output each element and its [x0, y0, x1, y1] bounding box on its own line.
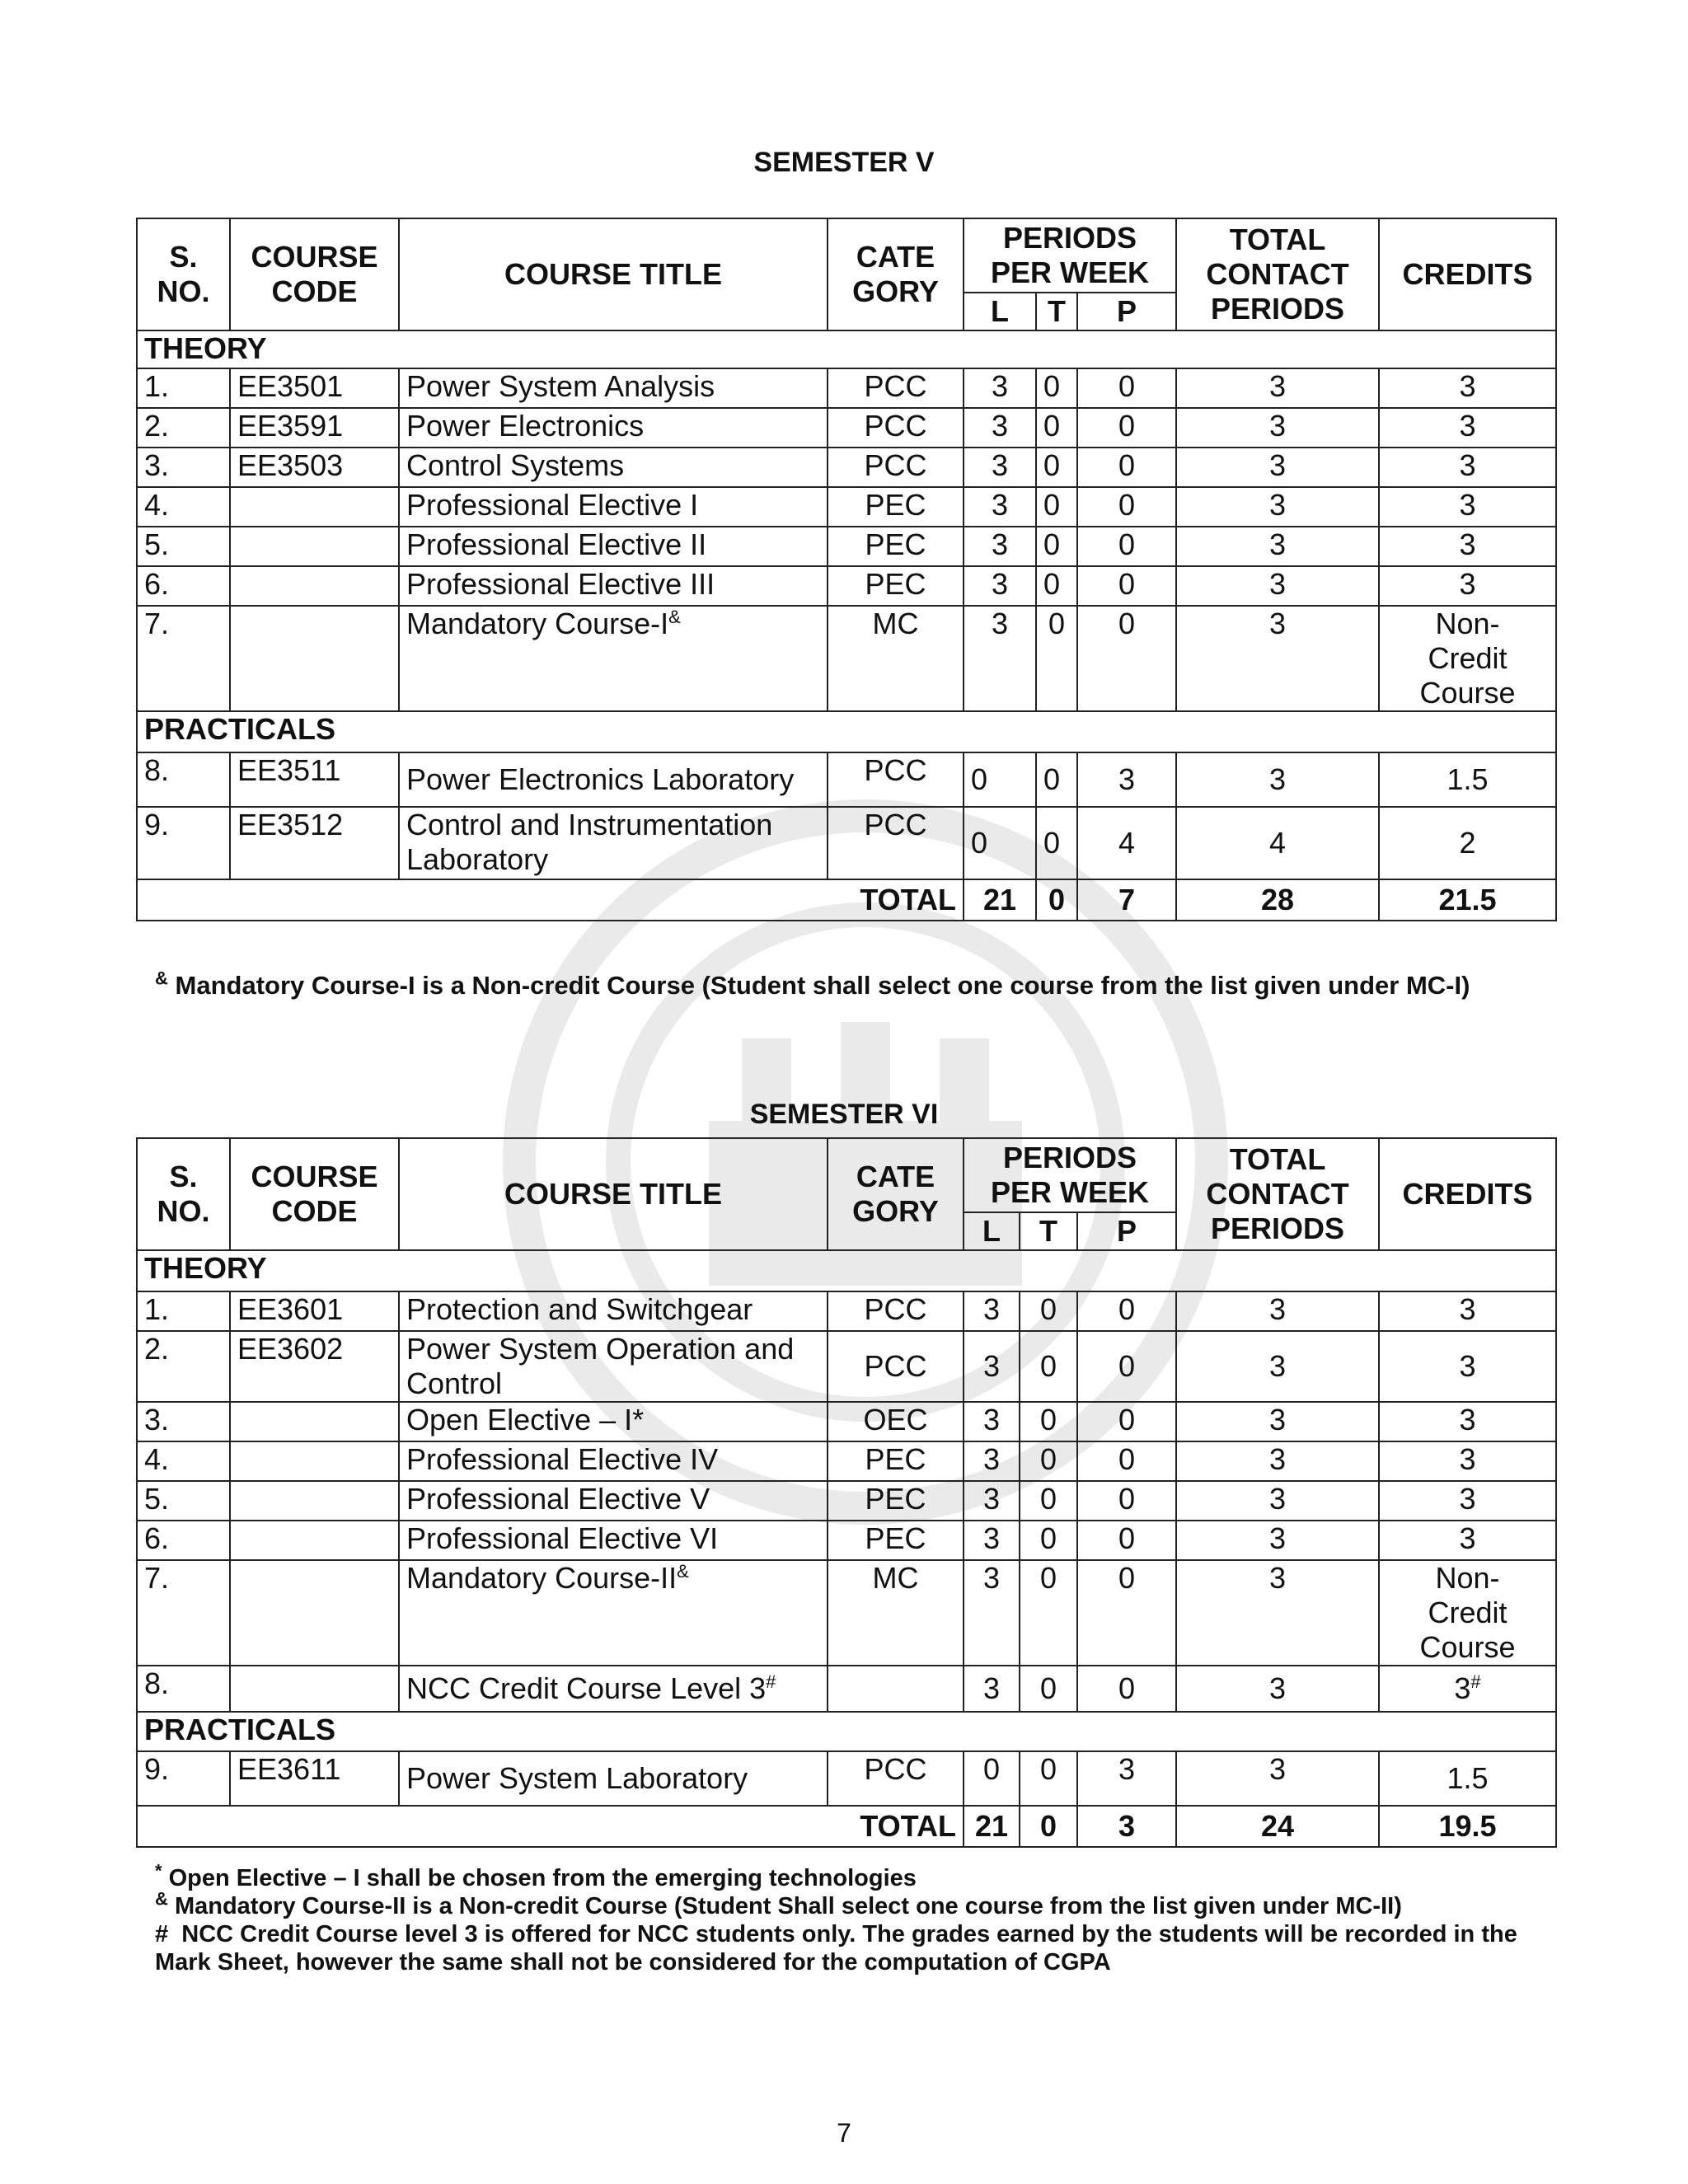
course-code-cell	[230, 1666, 399, 1712]
sno-cell: 7.	[137, 1560, 230, 1666]
total-row	[137, 879, 1556, 921]
course-code-cell	[230, 487, 399, 527]
course-code-cell: EE3501	[230, 368, 399, 408]
practical-header: P	[1077, 293, 1176, 330]
total-lecture-cell: 21	[964, 879, 1036, 921]
category-header: CATE GORY	[828, 1138, 964, 1250]
lecture-cell: 3	[964, 566, 1036, 606]
course-code-cell: EE3602	[230, 1331, 399, 1402]
practical-cell: 0	[1077, 408, 1176, 448]
course-title-cell: Professional Elective III	[399, 566, 828, 606]
practical-cell: 0	[1077, 606, 1176, 711]
tutorial-cell: 0	[1020, 1560, 1077, 1666]
page-number: 7	[837, 2118, 851, 2148]
credits-header: CREDITS	[1379, 1138, 1556, 1250]
credits-cell: 3	[1379, 566, 1556, 606]
category-cell: PEC	[828, 1441, 964, 1481]
sno-cell: 3.	[137, 1402, 230, 1441]
practical-cell: 0	[1077, 1291, 1176, 1331]
total-periods-cell: 3	[1176, 1481, 1379, 1521]
table-row	[137, 1481, 1556, 1521]
lecture-cell: 3	[964, 1666, 1020, 1712]
tutorial-cell: 0	[1036, 807, 1077, 879]
course-title-header: COURSE TITLE	[399, 218, 828, 330]
table-row	[137, 1402, 1556, 1441]
practical-cell: 3	[1077, 752, 1176, 807]
category-cell: PCC	[828, 1331, 964, 1402]
lecture-cell: 0	[964, 807, 1036, 879]
sno-header: S. NO.	[137, 218, 230, 330]
total-periods-cell: 3	[1176, 448, 1379, 487]
section-label: PRACTICALS	[137, 711, 1556, 752]
course-title-cell: Professional Elective VI	[399, 1521, 828, 1560]
course-code-cell	[230, 1560, 399, 1666]
sno-cell: 7.	[137, 606, 230, 711]
total-periods-cell: 3	[1176, 487, 1379, 527]
sno-cell: 5.	[137, 1481, 230, 1521]
section-row-theory	[137, 1250, 1556, 1291]
credits-cell: 3#	[1379, 1666, 1556, 1712]
table-row	[137, 408, 1556, 448]
total-credits-cell: 21.5	[1379, 879, 1556, 921]
category-cell: PCC	[828, 408, 964, 448]
table-row	[137, 807, 1556, 879]
lecture-cell: 3	[964, 448, 1036, 487]
course-code-header: COURSE CODE	[230, 218, 399, 330]
course-code-cell	[230, 527, 399, 566]
sno-cell: 2.	[137, 408, 230, 448]
category-cell: PEC	[828, 1481, 964, 1521]
lecture-cell: 3	[964, 1441, 1020, 1481]
course-title-cell: Professional Elective V	[399, 1481, 828, 1521]
tutorial-cell: 0	[1020, 1331, 1077, 1402]
tutorial-cell: 0	[1036, 566, 1077, 606]
course-title-cell: Open Elective – I*	[399, 1402, 828, 1441]
category-cell	[828, 1666, 964, 1712]
credits-cell: 3	[1379, 527, 1556, 566]
course-title-cell: Professional Elective I	[399, 487, 828, 527]
tutorial-header: T	[1036, 293, 1077, 330]
table-row	[137, 1666, 1556, 1712]
sno-cell: 1.	[137, 368, 230, 408]
total-periods-cell: 3	[1176, 1666, 1379, 1712]
total-periods-cell: 3	[1176, 566, 1379, 606]
table-header-row	[137, 218, 1556, 293]
practical-cell: 0	[1077, 448, 1176, 487]
sno-cell: 3.	[137, 448, 230, 487]
course-title-cell: Power System Laboratory	[399, 1751, 828, 1806]
section-row-practicals	[137, 711, 1556, 752]
practical-header: P	[1077, 1212, 1176, 1250]
total-periods-cell: 3	[1176, 1331, 1379, 1402]
total-contact-periods-header: TOTAL CONTACT PERIODS	[1176, 218, 1379, 330]
total-periods-cell: 24	[1176, 1806, 1379, 1847]
periods-per-week-header: PERIODS PER WEEK	[964, 218, 1176, 293]
table-row	[137, 1331, 1556, 1402]
tutorial-cell: 0	[1020, 1751, 1077, 1806]
category-cell: PEC	[828, 1521, 964, 1560]
section-row-practicals	[137, 1712, 1556, 1751]
tutorial-cell: 0	[1020, 1481, 1077, 1521]
course-code-cell	[230, 1441, 399, 1481]
periods-per-week-header: PERIODS PER WEEK	[964, 1138, 1176, 1212]
category-cell: MC	[828, 1560, 964, 1666]
credits-header: CREDITS	[1379, 218, 1556, 330]
lecture-cell: 3	[964, 487, 1036, 527]
semester-6-footnote-ncc: # NCC Credit Course level 3 is offered for NCC students only. The grades earned by the students will be recorded in the Mark Sheet, however the same shall not be considered for the computation of CGPA	[155, 1921, 1517, 1975]
course-title-cell: Mandatory Course-II&	[399, 1560, 828, 1666]
total-periods-cell: 3	[1176, 1521, 1379, 1560]
sno-header: S. NO.	[137, 1138, 230, 1250]
semester-5-course-table	[136, 218, 1557, 921]
category-cell: PCC	[828, 368, 964, 408]
tutorial-header: T	[1020, 1212, 1077, 1250]
semester-6-title: SEMESTER VI	[749, 1099, 939, 1130]
total-periods-cell: 3	[1176, 1402, 1379, 1441]
credits-cell: 3	[1379, 1402, 1556, 1441]
credits-cell: 1.5	[1379, 1751, 1556, 1806]
total-tutorial-cell: 0	[1020, 1806, 1077, 1847]
table-row	[137, 368, 1556, 408]
sno-cell: 2.	[137, 1331, 230, 1402]
practical-cell: 0	[1077, 1481, 1176, 1521]
category-cell: PCC	[828, 807, 964, 879]
course-code-cell: EE3512	[230, 807, 399, 879]
semester-5-title: SEMESTER V	[753, 147, 935, 178]
credits-cell: 3	[1379, 487, 1556, 527]
category-header: CATE GORY	[828, 218, 964, 330]
tutorial-cell: 0	[1036, 487, 1077, 527]
table-row	[137, 1441, 1556, 1481]
sno-cell: 9.	[137, 1751, 230, 1806]
sno-cell: 8.	[137, 1666, 230, 1712]
practical-cell: 0	[1077, 1521, 1176, 1560]
tutorial-cell: 0	[1020, 1441, 1077, 1481]
total-periods-cell: 3	[1176, 368, 1379, 408]
table-row	[137, 606, 1556, 711]
table-row	[137, 1291, 1556, 1331]
course-title-cell: Mandatory Course-I&	[399, 606, 828, 711]
tutorial-cell: 0	[1036, 408, 1077, 448]
course-code-cell	[230, 566, 399, 606]
practical-cell: 0	[1077, 1441, 1176, 1481]
credits-cell: 3	[1379, 1441, 1556, 1481]
lecture-cell: 3	[964, 1560, 1020, 1666]
total-periods-cell: 4	[1176, 807, 1379, 879]
total-periods-cell: 3	[1176, 606, 1379, 711]
tutorial-cell: 0	[1036, 448, 1077, 487]
semester-6-course-table	[136, 1137, 1557, 1848]
tutorial-cell: 0	[1036, 368, 1077, 408]
course-code-cell	[230, 1481, 399, 1521]
table-row	[137, 1560, 1556, 1666]
course-title-header: COURSE TITLE	[399, 1138, 828, 1250]
total-contact-periods-header: TOTAL CONTACT PERIODS	[1176, 1138, 1379, 1250]
lecture-cell: 3	[964, 368, 1036, 408]
course-title-cell: NCC Credit Course Level 3#	[399, 1666, 828, 1712]
tutorial-cell: 0	[1036, 606, 1077, 711]
lecture-cell: 3	[964, 1521, 1020, 1560]
practical-cell: 4	[1077, 807, 1176, 879]
total-periods-cell: 3	[1176, 1441, 1379, 1481]
table-row	[137, 566, 1556, 606]
course-code-cell: EE3601	[230, 1291, 399, 1331]
practical-cell: 0	[1077, 1666, 1176, 1712]
tutorial-cell: 0	[1020, 1666, 1077, 1712]
lecture-header: L	[964, 1212, 1020, 1250]
total-periods-cell: 3	[1176, 527, 1379, 566]
tutorial-cell: 0	[1036, 527, 1077, 566]
credits-cell: Non- Credit Course	[1379, 606, 1556, 711]
sno-cell: 8.	[137, 752, 230, 807]
total-periods-cell: 3	[1176, 408, 1379, 448]
sno-cell: 1.	[137, 1291, 230, 1331]
course-title-cell: Control and Instrumentation Laboratory	[399, 807, 828, 879]
practical-cell: 0	[1077, 566, 1176, 606]
category-cell: PEC	[828, 487, 964, 527]
table-row	[137, 487, 1556, 527]
course-code-cell: EE3591	[230, 408, 399, 448]
practical-cell: 0	[1077, 1331, 1176, 1402]
total-periods-cell: 3	[1176, 1560, 1379, 1666]
course-title-cell: Professional Elective II	[399, 527, 828, 566]
credits-cell: 3	[1379, 1481, 1556, 1521]
total-periods-cell: 3	[1176, 1751, 1379, 1806]
practical-cell: 3	[1077, 1751, 1176, 1806]
sno-cell: 5.	[137, 527, 230, 566]
sno-cell: 4.	[137, 487, 230, 527]
credits-cell: 3	[1379, 368, 1556, 408]
tutorial-cell: 0	[1020, 1402, 1077, 1441]
course-title-cell: Power Electronics Laboratory	[399, 752, 828, 807]
credits-cell: 3	[1379, 408, 1556, 448]
table-row	[137, 1521, 1556, 1560]
table-row	[137, 448, 1556, 487]
practical-cell: 0	[1077, 1560, 1176, 1666]
semester-5-footnote: & Mandatory Course-I is a Non-credit Course (Student shall select one course from the list given under MC-I)	[155, 968, 1470, 1000]
total-label: TOTAL	[137, 879, 964, 921]
table-header-row	[137, 1138, 1556, 1212]
total-lecture-cell: 21	[964, 1806, 1020, 1847]
tutorial-cell: 0	[1020, 1291, 1077, 1331]
course-code-cell	[230, 1402, 399, 1441]
tutorial-cell: 0	[1020, 1521, 1077, 1560]
lecture-cell: 3	[964, 408, 1036, 448]
semester-6-footnote-mandatory: & Mandatory Course-II is a Non-credit Course (Student Shall select one course from the list given under MC-II)	[155, 1888, 1402, 1919]
tutorial-cell: 0	[1036, 752, 1077, 807]
lecture-cell: 0	[964, 752, 1036, 807]
total-periods-cell: 28	[1176, 879, 1379, 921]
semester-6-footnote-open-elective: * Open Elective – I shall be chosen from the emerging technologies	[155, 1860, 917, 1891]
course-title-cell: Power System Analysis	[399, 368, 828, 408]
total-label: TOTAL	[137, 1806, 964, 1847]
category-cell: PCC	[828, 1291, 964, 1331]
table-row	[137, 527, 1556, 566]
practical-cell: 0	[1077, 1402, 1176, 1441]
category-cell: MC	[828, 606, 964, 711]
practical-cell: 0	[1077, 487, 1176, 527]
section-label: PRACTICALS	[137, 1712, 1556, 1751]
category-cell: OEC	[828, 1402, 964, 1441]
course-title-cell: Power Electronics	[399, 408, 828, 448]
section-label: THEORY	[137, 1250, 1556, 1291]
lecture-cell: 3	[964, 606, 1036, 711]
total-periods-cell: 3	[1176, 752, 1379, 807]
category-cell: PEC	[828, 527, 964, 566]
total-periods-cell: 3	[1176, 1291, 1379, 1331]
lecture-header: L	[964, 293, 1036, 330]
category-cell: PCC	[828, 752, 964, 807]
practical-cell: 0	[1077, 368, 1176, 408]
section-label: THEORY	[137, 330, 1556, 368]
lecture-cell: 3	[964, 527, 1036, 566]
course-code-cell: EE3511	[230, 752, 399, 807]
sno-cell: 4.	[137, 1441, 230, 1481]
lecture-cell: 0	[964, 1751, 1020, 1806]
lecture-cell: 3	[964, 1291, 1020, 1331]
course-code-cell: EE3503	[230, 448, 399, 487]
total-practical-cell: 7	[1077, 879, 1176, 921]
total-practical-cell: 3	[1077, 1806, 1176, 1847]
lecture-cell: 3	[964, 1331, 1020, 1402]
course-title-cell: Power System Operation and Control	[399, 1331, 828, 1402]
sno-cell: 9.	[137, 807, 230, 879]
course-code-cell: EE3611	[230, 1751, 399, 1806]
course-code-cell	[230, 1521, 399, 1560]
credits-cell: 3	[1379, 1521, 1556, 1560]
credits-cell: Non- Credit Course	[1379, 1560, 1556, 1666]
total-tutorial-cell: 0	[1036, 879, 1077, 921]
course-title-cell: Professional Elective IV	[399, 1441, 828, 1481]
table-row	[137, 752, 1556, 807]
total-row	[137, 1806, 1556, 1847]
lecture-cell: 3	[964, 1402, 1020, 1441]
course-title-cell: Control Systems	[399, 448, 828, 487]
credits-cell: 2	[1379, 807, 1556, 879]
course-code-header: COURSE CODE	[230, 1138, 399, 1250]
credits-cell: 1.5	[1379, 752, 1556, 807]
credits-cell: 3	[1379, 1331, 1556, 1402]
lecture-cell: 3	[964, 1481, 1020, 1521]
sno-cell: 6.	[137, 566, 230, 606]
category-cell: PEC	[828, 566, 964, 606]
table-row	[137, 1751, 1556, 1806]
category-cell: PCC	[828, 1751, 964, 1806]
category-cell: PCC	[828, 448, 964, 487]
practical-cell: 0	[1077, 527, 1176, 566]
course-title-cell: Protection and Switchgear	[399, 1291, 828, 1331]
sno-cell: 6.	[137, 1521, 230, 1560]
total-credits-cell: 19.5	[1379, 1806, 1556, 1847]
course-code-cell	[230, 606, 399, 711]
credits-cell: 3	[1379, 448, 1556, 487]
section-row-theory	[137, 330, 1556, 368]
credits-cell: 3	[1379, 1291, 1556, 1331]
